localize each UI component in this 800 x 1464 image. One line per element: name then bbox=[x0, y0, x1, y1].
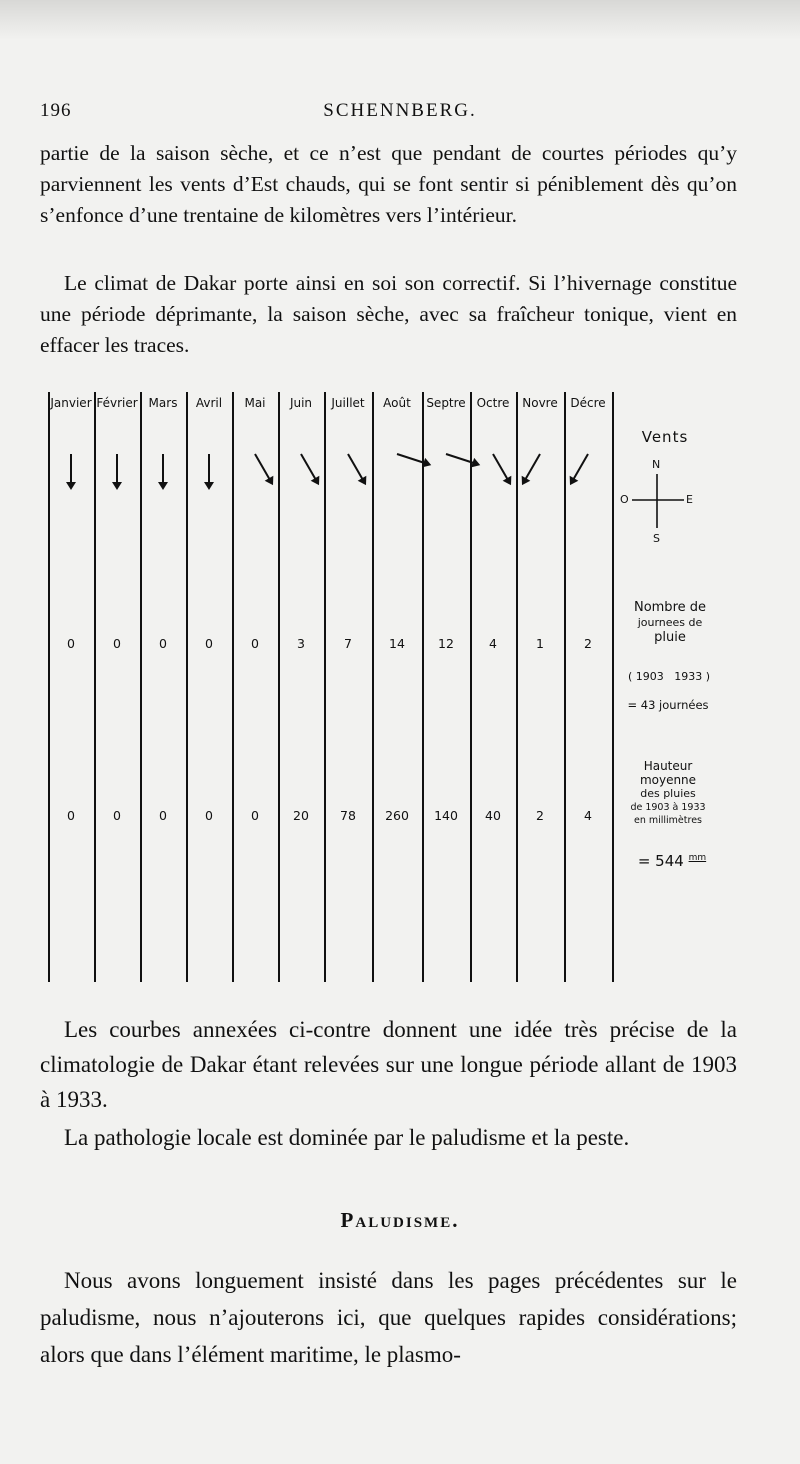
rain-days-value: 0 bbox=[251, 636, 259, 651]
table-column-rule bbox=[470, 392, 472, 982]
rain-days-title-line1: Nombre de bbox=[633, 600, 707, 615]
rain-height-title-line4: de 1903 à 1933 bbox=[630, 801, 706, 813]
page-edge-shading bbox=[0, 0, 800, 40]
rain-days-value: 1 bbox=[536, 636, 544, 651]
month-label: Mai bbox=[244, 396, 266, 410]
month-label: Octre bbox=[476, 396, 510, 410]
rain-height-value: 260 bbox=[385, 808, 409, 823]
rain-height-title bbox=[616, 760, 720, 828]
rain-days-value: 0 bbox=[159, 636, 167, 651]
rain-height-total bbox=[624, 852, 720, 870]
rain-days-total: = 43 journées bbox=[627, 698, 709, 712]
rain-days-value: 3 bbox=[297, 636, 305, 651]
month-label: Août bbox=[383, 396, 411, 410]
climate-table bbox=[44, 392, 624, 982]
rain-height-value: 0 bbox=[113, 808, 121, 823]
compass-e-label: E bbox=[686, 493, 693, 506]
rain-days-title-line2: journees de bbox=[637, 616, 703, 629]
compass-n-label: N bbox=[652, 458, 661, 471]
compass-s-label: S bbox=[653, 532, 660, 545]
table-column-rule bbox=[94, 392, 96, 982]
paragraph-continuation: partie de la saison sèche, et ce n’est que pendant de courtes périodes qu’y parviennent les vents d’Est chauds, qui se font sentir si péniblement dès qu’on s’enfonce d’une trentaine de kilomètres vers l’intérieur. bbox=[40, 141, 737, 227]
rain-height-value: 0 bbox=[205, 808, 213, 823]
compass-o-label: O bbox=[620, 493, 629, 506]
rain-days-value: 2 bbox=[584, 636, 592, 651]
rain-height-value: 2 bbox=[536, 808, 544, 823]
month-label: Février bbox=[96, 396, 138, 410]
rain-days-value: 7 bbox=[344, 636, 352, 651]
paragraph-pathology: La pathologie locale est dominée par le paludisme et la peste. bbox=[64, 1125, 630, 1150]
table-column-rule bbox=[372, 392, 374, 982]
compass-icon bbox=[620, 458, 700, 546]
rain-height-value: 0 bbox=[67, 808, 75, 823]
rain-days-value: 14 bbox=[389, 636, 405, 651]
rain-days-title bbox=[620, 600, 720, 645]
rain-height-title-line5: en millimètres bbox=[633, 815, 702, 826]
rain-height-value: 0 bbox=[159, 808, 167, 823]
rain-height-value: 40 bbox=[485, 808, 501, 823]
table-column-rule bbox=[612, 392, 614, 982]
month-label: Mars bbox=[148, 396, 178, 410]
month-label: Novre bbox=[522, 396, 558, 410]
rain-height-value: 20 bbox=[293, 808, 309, 823]
month-label: Avril bbox=[195, 396, 223, 410]
rain-height-value: 0 bbox=[251, 808, 259, 823]
running-head bbox=[40, 100, 760, 126]
section-title: Paludisme. bbox=[340, 1208, 460, 1232]
running-head-author: SCHENNBERG. bbox=[323, 100, 477, 121]
rain-days-value: 0 bbox=[205, 636, 213, 651]
rain-days-period: ( 1903 1933 ) bbox=[627, 670, 711, 683]
table-column-rule bbox=[324, 392, 326, 982]
rain-height-total-value: = 544 bbox=[637, 852, 684, 870]
table-column-rule bbox=[48, 392, 50, 982]
month-label: Décre bbox=[570, 396, 606, 410]
month-label: Juillet bbox=[331, 396, 365, 410]
rain-days-value: 0 bbox=[67, 636, 75, 651]
table-column-rule bbox=[564, 392, 566, 982]
rain-height-value: 140 bbox=[434, 808, 458, 823]
rain-height-title-line2: moyenne bbox=[639, 772, 697, 787]
table-column-rule bbox=[232, 392, 234, 982]
table-column-rule bbox=[186, 392, 188, 982]
month-label: Janvier bbox=[50, 396, 92, 410]
paragraph-paludisme: Nous avons longuement insisté dans les pages précédentes sur le paludisme, nous n’ajouterons ici, que quelques rapides considérations; alors que dans l’élément maritime, le plasmo- bbox=[40, 1268, 737, 1367]
rain-height-title-line3: des pluies bbox=[640, 787, 696, 800]
page-number: 196 bbox=[40, 100, 72, 121]
rain-height-title-line1: Hauteur bbox=[643, 759, 693, 773]
winds-label: Vents bbox=[641, 428, 689, 446]
table-column-rule bbox=[278, 392, 280, 982]
paragraph-curves: Les courbes annexées ci-contre donnent une idée très précise de la climatologie de Dakar étant relevées sur une longue période allant de 1903 à 1933. bbox=[40, 1017, 737, 1112]
rain-height-unit: mm bbox=[688, 853, 707, 863]
table-column-rule bbox=[140, 392, 142, 982]
rain-days-title-line3: pluie bbox=[654, 630, 686, 645]
paragraph-climate: Le climat de Dakar porte ainsi en soi son correctif. Si l’hivernage constitue une période déprimante, la saison sèche, avec sa fraîcheur tonique, vient en effacer les traces. bbox=[40, 271, 737, 357]
rain-height-value: 4 bbox=[584, 808, 592, 823]
month-label: Juin bbox=[289, 396, 313, 410]
rain-days-value: 12 bbox=[438, 636, 454, 651]
table-column-rule bbox=[516, 392, 518, 982]
rain-days-value: 4 bbox=[489, 636, 497, 651]
month-label: Septre bbox=[426, 396, 466, 410]
rain-days-value: 0 bbox=[113, 636, 121, 651]
table-column-rule bbox=[422, 392, 424, 982]
rain-height-value: 78 bbox=[340, 808, 356, 823]
